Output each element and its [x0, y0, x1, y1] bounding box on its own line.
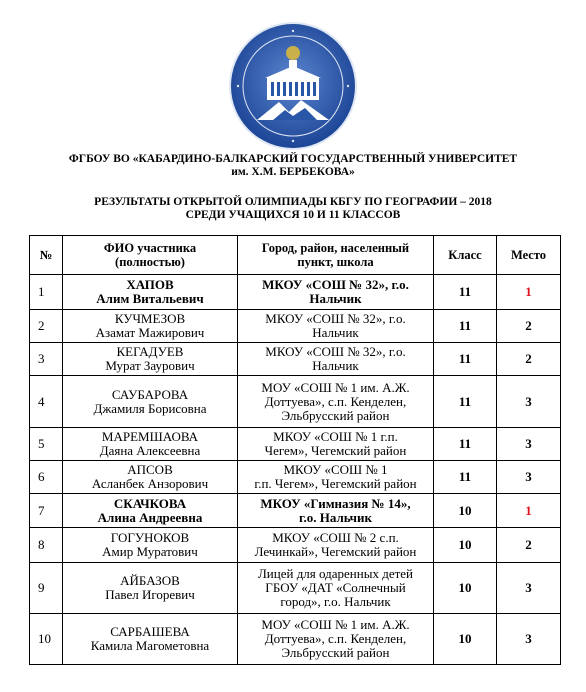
header-class: Класс	[434, 236, 497, 275]
participant-given-names: Даяна Алексеевна	[99, 443, 201, 458]
participant-given-names: Амир Муратович	[102, 544, 198, 559]
participant-surname: АПСОВ	[127, 462, 173, 477]
participant-name	[63, 376, 238, 428]
school-line: Лечинкай», Чегемский район	[254, 544, 417, 559]
school-line: МКОУ «СОШ № 32», г.о.	[265, 344, 406, 359]
participant-place: 3	[497, 614, 561, 665]
participant-class: 11	[434, 461, 497, 494]
header-num: №	[30, 236, 63, 275]
participant-given-names: Джамиля Борисовна	[93, 400, 207, 416]
results-title	[0, 196, 586, 222]
participant-place: 2	[497, 310, 561, 343]
participant-place: 3	[497, 461, 561, 494]
school-line: Нальчик	[312, 358, 359, 373]
school-line: Эльбрусский район	[281, 645, 390, 660]
participant-school	[238, 376, 434, 428]
participant-given-names: Асланбек Анзорович	[91, 476, 209, 491]
participant-class: 11	[434, 310, 497, 343]
participant-class: 10	[434, 528, 497, 563]
row-number: 9	[30, 563, 63, 614]
table-row	[30, 494, 561, 528]
row-number: 4	[30, 376, 63, 428]
participant-name	[63, 614, 238, 665]
school-line: МКОУ «СОШ № 32», г.о.	[262, 277, 409, 292]
school-line: Эльбрусский район	[281, 407, 390, 423]
results-title-line2: СРЕДИ УЧАЩИХСЯ 10 И 11 КЛАССОВ	[185, 209, 401, 221]
participant-name	[63, 310, 238, 343]
participant-place: 1	[497, 275, 561, 310]
university-logo	[227, 20, 359, 152]
participant-class: 11	[434, 376, 497, 428]
row-number: 6	[30, 461, 63, 494]
row-number: 7	[30, 494, 63, 528]
participant-surname: САРБАШЕВА	[110, 624, 190, 639]
participant-class: 11	[434, 275, 497, 310]
table-row	[30, 614, 561, 665]
participant-place: 3	[497, 563, 561, 614]
participant-surname: САУБАРОВА	[111, 386, 189, 402]
participant-given-names: Павел Игоревич	[105, 587, 195, 602]
participant-name	[63, 563, 238, 614]
table-row	[30, 275, 561, 310]
participant-given-names: Камила Магометовна	[90, 638, 210, 653]
row-number: 2	[30, 310, 63, 343]
participant-school	[238, 275, 434, 310]
participant-name	[63, 461, 238, 494]
school-line: МОУ «СОШ № 1 им. А.Ж.	[261, 379, 410, 395]
table-row	[30, 563, 561, 614]
table-row	[30, 343, 561, 376]
table-row	[30, 376, 561, 428]
participant-school	[238, 310, 434, 343]
university-title	[0, 153, 586, 179]
results-title-line1: РЕЗУЛЬТАТЫ ОТКРЫТОЙ ОЛИМПИАДЫ КБГУ ПО ГЕОГРАФИИ – 2018	[94, 196, 492, 208]
school-line: Доттуева», с.п. Кенделен,	[264, 631, 407, 646]
school-line: МОУ «СОШ № 1 им. А.Ж.	[261, 617, 410, 632]
participant-place: 1	[497, 494, 561, 528]
school-line: Нальчик	[312, 325, 359, 340]
school-line: г.п. Чегем», Чегемский район	[254, 476, 417, 491]
participant-name	[63, 494, 238, 528]
participant-class: 11	[434, 428, 497, 461]
participant-class: 10	[434, 563, 497, 614]
row-number: 1	[30, 275, 63, 310]
university-title-line2: им. Х.М. БЕРБЕКОВА»	[231, 166, 355, 178]
school-line: Лицей для одаренных детей	[257, 566, 413, 581]
participant-given-names: Алим Витальевич	[96, 291, 204, 306]
participant-given-names: Алина Андреевна	[97, 509, 203, 525]
school-line: г.о. Нальчик	[299, 509, 372, 525]
header-school-line2: пункт, школа	[297, 255, 374, 269]
university-title-line1: ФГБОУ ВО «КАБАРДИНО-БАЛКАРСКИЙ ГОСУДАРСТВЕННЫЙ УНИВЕРСИТЕТ	[68, 153, 518, 165]
participant-place: 2	[497, 343, 561, 376]
row-number: 5	[30, 428, 63, 461]
participant-school	[238, 563, 434, 614]
school-line: Чегем», Чегемский район	[264, 443, 407, 458]
table-row	[30, 310, 561, 343]
participant-given-names: Азамат Мажирович	[95, 325, 205, 340]
participant-school	[238, 428, 434, 461]
table-header-row	[30, 236, 561, 275]
school-line: МКОУ «СОШ № 2 с.п.	[272, 530, 399, 545]
participant-school	[238, 528, 434, 563]
row-number: 10	[30, 614, 63, 665]
participant-surname: МАРЕМШАОВА	[101, 429, 199, 444]
table-row	[30, 428, 561, 461]
participant-name	[63, 275, 238, 310]
table-row	[30, 528, 561, 563]
participant-surname: СКАЧКОВА	[113, 495, 187, 511]
school-line: Доттуева», с.п. Кенделен,	[264, 393, 407, 409]
participant-name	[63, 428, 238, 461]
header-place: Место	[497, 236, 561, 275]
school-line: МКОУ «СОШ № 1	[283, 462, 388, 477]
school-line: МКОУ «СОШ № 32», г.о.	[265, 311, 406, 326]
participant-name	[63, 528, 238, 563]
participant-surname: КЕГАДУЕВ	[116, 344, 184, 359]
header-name-line2: (полностью)	[115, 255, 185, 269]
row-number: 3	[30, 343, 63, 376]
results-table	[29, 235, 561, 665]
header-school-line1: Город, район, населенный	[261, 241, 410, 255]
header-name-line1: ФИО участника	[103, 241, 197, 255]
participant-class: 10	[434, 494, 497, 528]
participant-given-names: Мурат Заурович	[105, 358, 195, 373]
logo-area	[0, 0, 586, 150]
participant-surname: ГОГУНОКОВ	[110, 530, 190, 545]
participant-school	[238, 343, 434, 376]
row-number: 8	[30, 528, 63, 563]
participant-school	[238, 461, 434, 494]
school-line: ГБОУ «ДАТ «Солнечный	[265, 580, 406, 595]
school-line: МКОУ «СОШ № 1 г.п.	[273, 429, 398, 444]
school-line: МКОУ «Гимназия № 14»,	[260, 495, 411, 511]
participant-surname: АЙБАЗОВ	[120, 573, 180, 588]
participant-school	[238, 614, 434, 665]
participant-surname: КУЧМЕЗОВ	[114, 311, 186, 326]
participant-name	[63, 343, 238, 376]
participant-class: 11	[434, 343, 497, 376]
header-school	[238, 236, 434, 275]
participant-place: 3	[497, 428, 561, 461]
participant-class: 10	[434, 614, 497, 665]
school-line: Нальчик	[309, 291, 362, 306]
table-row	[30, 461, 561, 494]
participant-school	[238, 494, 434, 528]
header-name	[63, 236, 238, 275]
participant-place: 2	[497, 528, 561, 563]
participant-surname: ХАПОВ	[126, 277, 174, 292]
school-line: город», г.о. Нальчик	[280, 594, 391, 609]
participant-place: 3	[497, 376, 561, 428]
